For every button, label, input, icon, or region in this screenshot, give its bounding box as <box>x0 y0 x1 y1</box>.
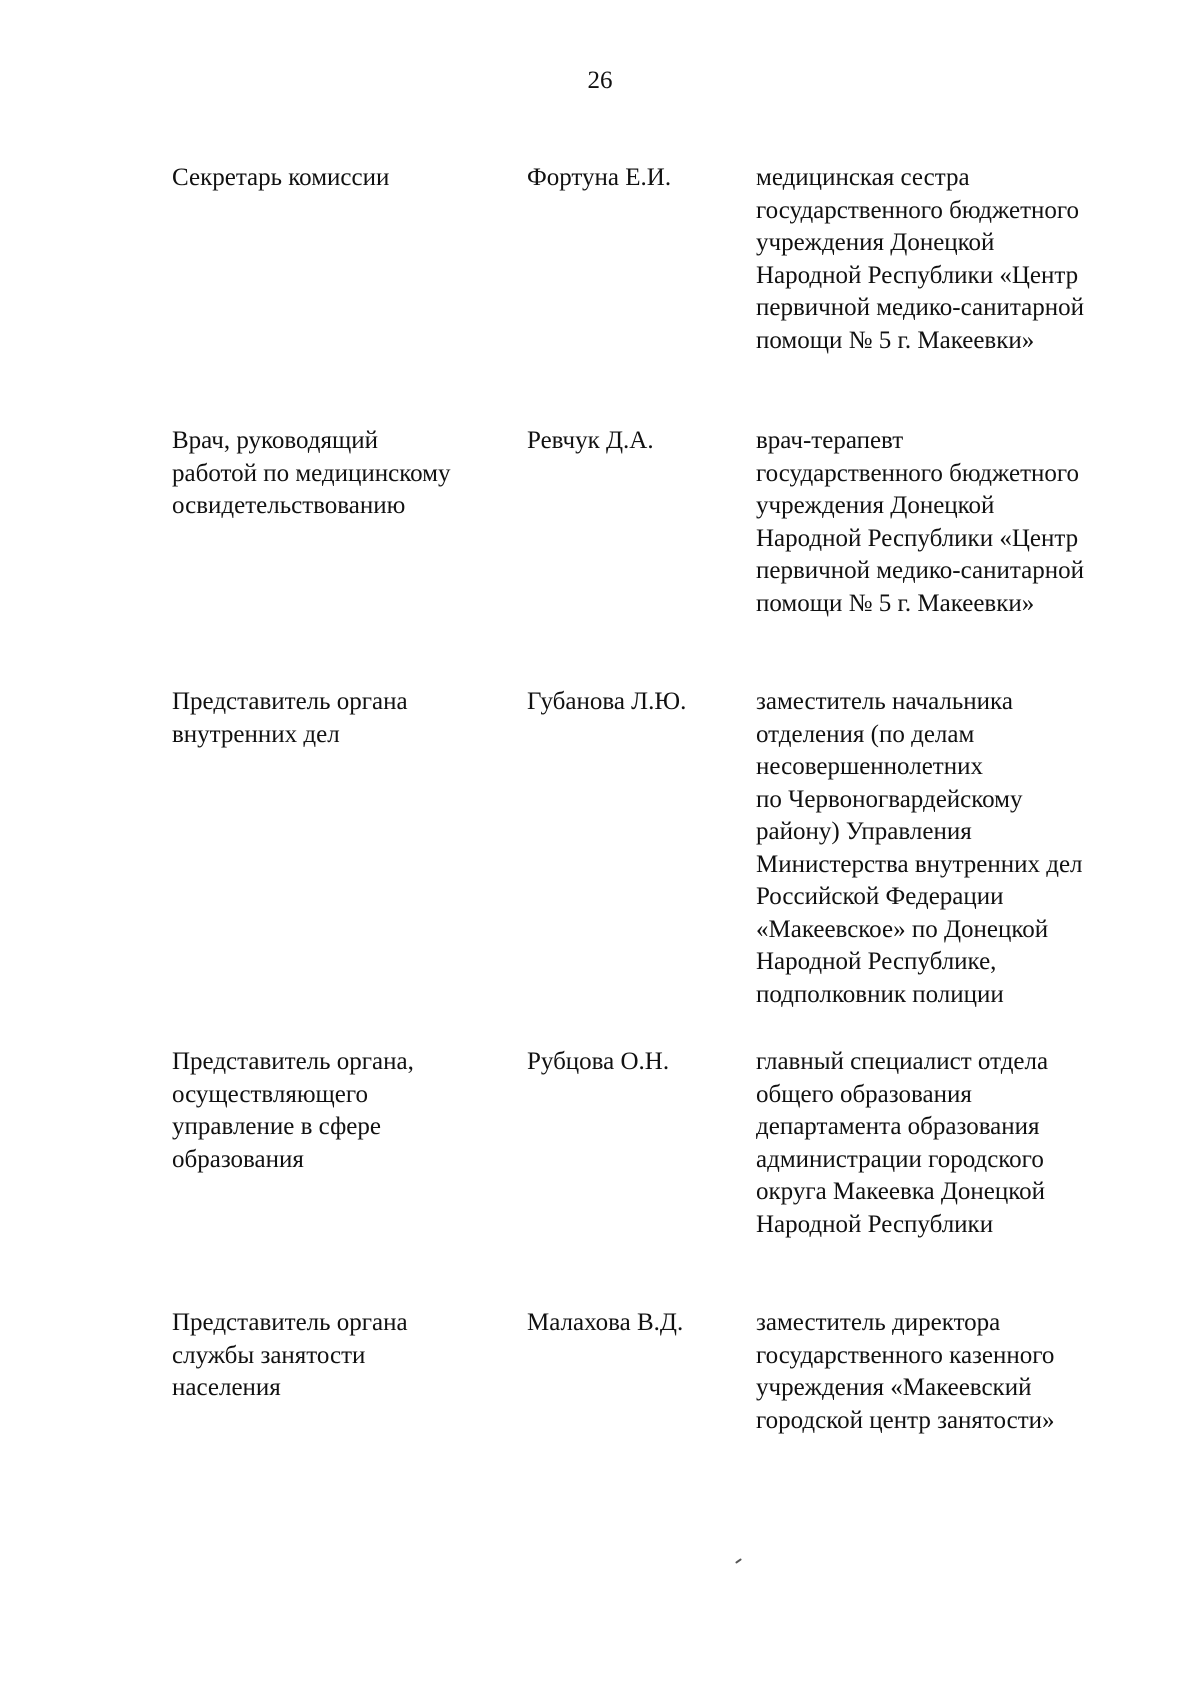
member-role: Врач, руководящий работой по медицинскому освидетельствованию <box>172 427 451 519</box>
member-position: главный специалист отдела общего образования департамента образования администрации городского округа Макеевка Донецкой Народной Республики <box>756 1048 1049 1238</box>
member-name: Губанова Л.Ю. <box>527 688 687 715</box>
member-role: Представитель органа внутренних дел <box>172 688 408 748</box>
member-name: Малахова В.Д. <box>527 1309 684 1336</box>
page-number: 26 <box>587 67 613 94</box>
member-name: Рубцова О.Н. <box>527 1048 670 1075</box>
member-position: заместитель директора государственного казенного учреждения «Макеевский городской центр занятости» <box>756 1309 1055 1434</box>
member-name: Ревчук Д.А. <box>527 427 654 454</box>
member-role: Представитель органа, осуществляющего управление в сфере образования <box>172 1048 414 1173</box>
member-position: медицинская сестра государственного бюджетного учреждения Донецкой Народной Республики «Центр первичной медико-санитарной помощи № 5 г. Макеевки» <box>756 164 1084 354</box>
member-position: заместитель начальника отделения (по делам несовершеннолетних по Червоногвардейскому району) Управления Министерства внутренних дел Российской Федерации «Макеевское» по Донецкой Народной Республике, подполковник полиции <box>756 688 1083 1008</box>
member-role: Представитель органа службы занятости населения <box>172 1309 408 1401</box>
member-position: врач-терапевт государственного бюджетного учреждения Донецкой Народной Республики «Центр первичной медико-санитарной помощи № 5 г. Макеевки» <box>756 427 1084 617</box>
member-role: Секретарь комиссии <box>172 164 390 191</box>
member-name: Фортуна Е.И. <box>527 164 672 191</box>
